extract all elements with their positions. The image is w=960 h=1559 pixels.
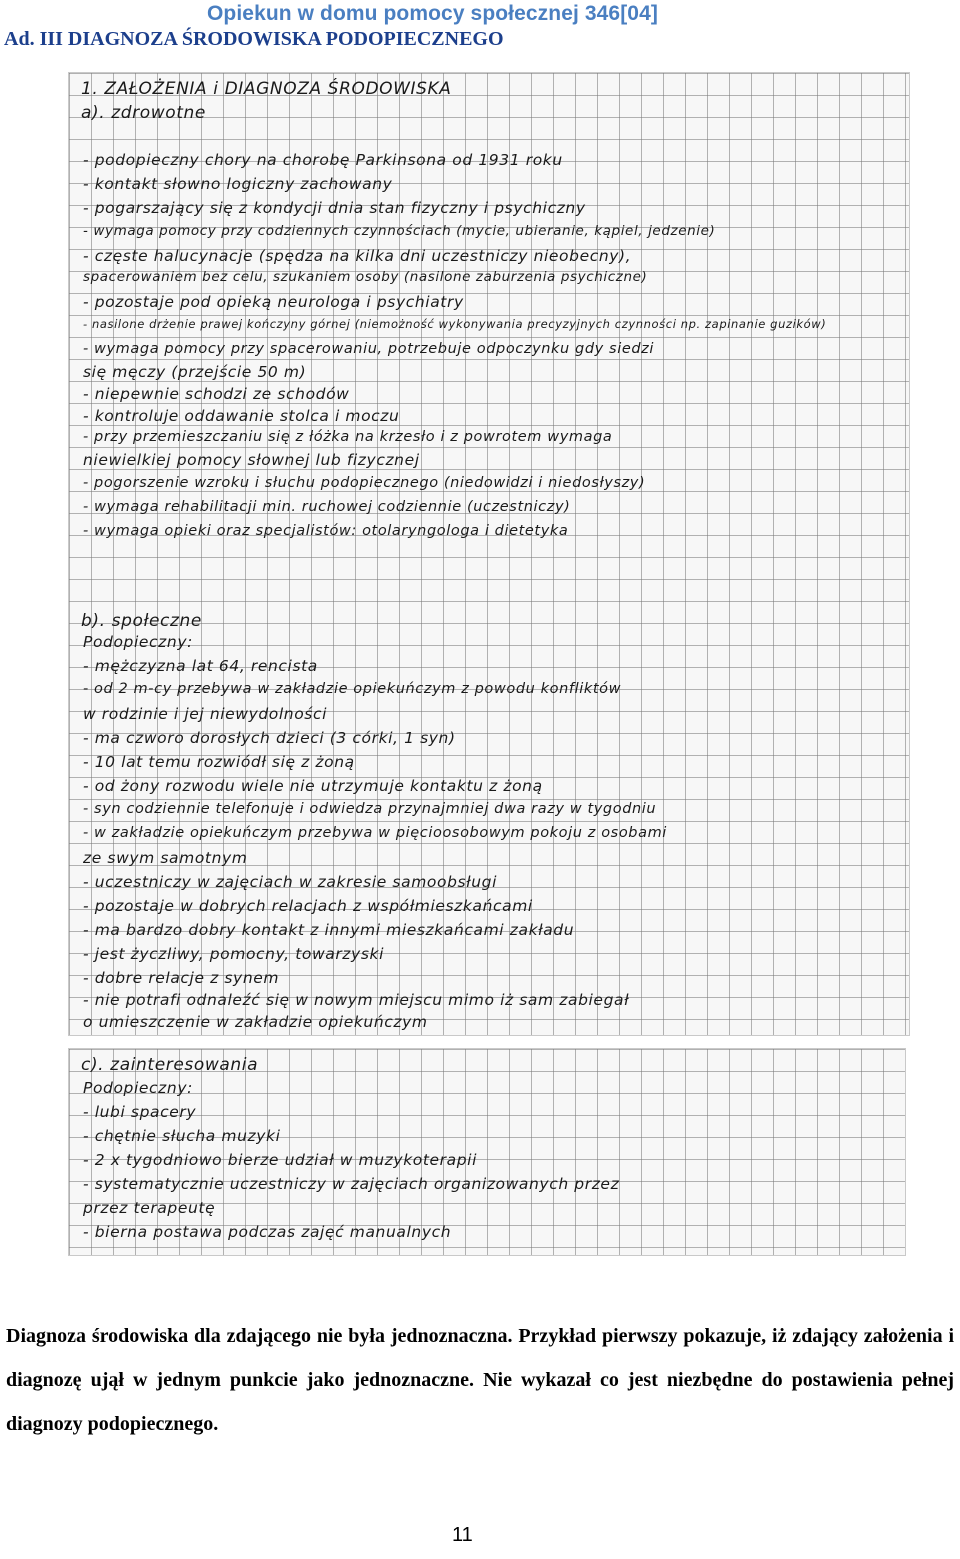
scan-1-line: się męczy (przejście 50 m) — [83, 363, 307, 381]
scan-2-line: przez terapeutę — [83, 1199, 216, 1217]
section-heading: Ad. III DIAGNOZA ŚRODOWISKA PODOPIECZNEGO — [4, 28, 504, 50]
scan-1-line: - nasilone drżenie prawej kończyny górnej (niemożność wykonywania precyzyjnych czynności np. zapinanie guzików) — [83, 317, 827, 331]
scan-1-line: - pogorszenie wzroku i słuchu podopiecznego (niedowidzi i niedosłyszy) — [83, 475, 646, 491]
scan-2-line: - chętnie słucha muzyki — [83, 1127, 281, 1145]
scan-1-line: o umieszczenie w zakładzie opiekuńczym — [83, 1013, 428, 1031]
scan-1-heading: 1. ZAŁOŻENIA i DIAGNOZA ŚRODOWISKA — [81, 79, 452, 99]
handwritten-scan-1 — [68, 72, 910, 1036]
scan-2-line: - 2 x tygodniowo bierze udział w muzykoterapii — [83, 1151, 477, 1169]
scan-2-line: - bierna postawa podczas zajęć manualnych — [83, 1223, 452, 1241]
scan-1-subsection-a-title: a). zdrowotne — [81, 103, 206, 123]
scan-1-line: - dobre relacje z synem — [83, 969, 280, 987]
scan-1-line: - ma czworo dorosłych dzieci (3 córki, 1 syn) — [83, 729, 456, 747]
scan-1-line: - ma bardzo dobry kontakt z innymi mieszkańcami zakładu — [83, 921, 575, 939]
scan-1-line: - częste halucynacje (spędza na kilka dni uczestniczy nieobecny), — [83, 247, 632, 265]
scan-1-line: - syn codziennie telefonuje i odwiedza przynajmniej dwa razy w tygodniu — [83, 801, 657, 817]
handwritten-scan-2 — [68, 1048, 906, 1256]
scan-1-line: - 10 lat temu rozwiódł się z żoną — [83, 753, 355, 771]
scan-1-line: - wymaga pomocy przy spacerowaniu, potrzebuje odpoczynku gdy siedzi — [83, 341, 654, 357]
scan-1-line: - jest życzliwy, pomocny, towarzyski — [83, 945, 384, 963]
scan-2-line: - lubi spacery — [83, 1103, 197, 1121]
scan-1-line: - przy przemieszczaniu się z łóżka na krzesło i z powrotem wymaga — [83, 429, 613, 445]
scan-1-line: - pogarszający się z kondycji dnia stan fizyczny i psychiczny — [83, 199, 586, 217]
scan-1-line: - w zakładzie opiekuńczym przebywa w pięcioosobowym pokoju z osobami — [83, 825, 667, 841]
scan-1-subsection-b-title: b). społeczne — [81, 611, 202, 631]
scan-1-line: ze swym samotnym — [83, 849, 248, 867]
diagnosis-note: Diagnoza środowiska dla zdającego nie była jednoznaczna. Przykład pierwszy pokazuje, iż zdający założenia i diagnozę ujął w jednym punkcie jako jednoznaczne. Nie wykazał co jest niezbędne do postawienia pełnej diagnozy podopiecznego. — [6, 1325, 954, 1435]
scan-1-line: - wymaga opieki oraz specjalistów: otolaryngologa i dietetyka — [83, 523, 569, 539]
scan-1-line: - od 2 m-cy przebywa w zakładzie opiekuńczym z powodu konfliktów — [83, 681, 622, 697]
scan-1-line: - nie potrafi odnaleźć się w nowym miejscu mimo iż sam zabiegał — [83, 991, 630, 1009]
scan-2-title: c). zainteresowania — [81, 1055, 259, 1075]
page-number: 11 — [452, 1524, 473, 1546]
scan-2-line: - systematycznie uczestniczy w zajęciach organizowanych przez — [83, 1175, 620, 1193]
scan-1-line: - wymaga rehabilitacji min. ruchowej codziennie (uczestniczy) — [83, 499, 571, 515]
scan-1-line: - pozostaje pod opieką neurologa i psychiatry — [83, 293, 464, 311]
scan-1-line: w rodzinie i jej niewydolności — [83, 705, 327, 723]
header-title: Opiekun w domu pomocy społecznej 346[04] — [207, 2, 658, 25]
scan-1-line: niewielkiej pomocy słownej lub fizycznej — [83, 451, 420, 469]
scan-1-line: - kontroluje oddawanie stolca i moczu — [83, 407, 400, 425]
scan-1-line: - od żony rozwodu wiele nie utrzymuje kontaktu z żoną — [83, 777, 543, 795]
scan-1-line: - kontakt słowno logiczny zachowany — [83, 175, 393, 193]
scan-1-line: spacerowaniem bez celu, szukaniem osoby (nasilone zaburzenia psychiczne) — [83, 269, 648, 285]
scan-1-line: - podopieczny chory na chorobę Parkinsona od 1931 roku — [83, 151, 563, 169]
scan-1-line: - wymaga pomocy przy codziennych czynnościach (mycie, ubieranie, kąpiel, jedzenie) — [83, 223, 716, 239]
scan-1-line: Podopieczny: — [83, 633, 193, 651]
scan-1-line: - mężczyzna lat 64, rencista — [83, 657, 318, 675]
scan-1-line: - uczestniczy w zajęciach w zakresie samoobsługi — [83, 873, 497, 891]
scan-1-line: - niepewnie schodzi ze schodów — [83, 385, 350, 403]
scan-1-line: - pozostaje w dobrych relacjach z współmieszkańcami — [83, 897, 533, 915]
scan-2-line: Podopieczny: — [83, 1079, 193, 1097]
